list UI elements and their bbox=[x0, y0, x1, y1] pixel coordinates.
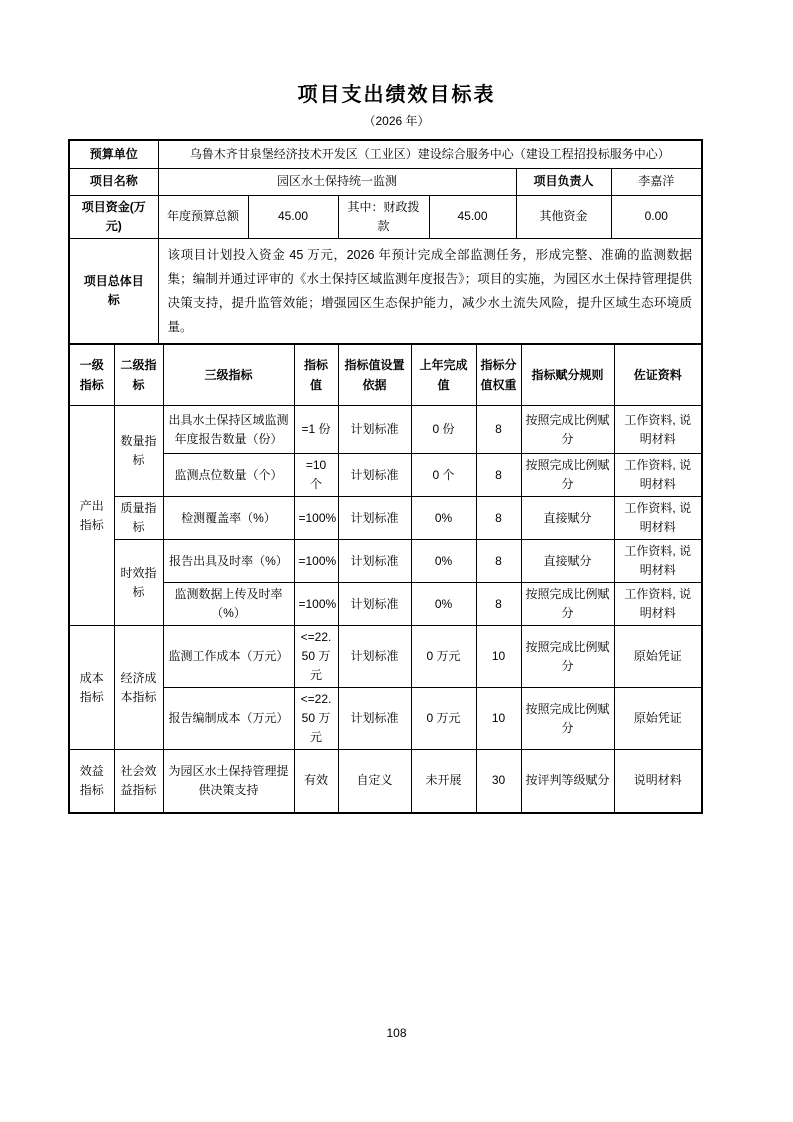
indicator-basis: 计划标准 bbox=[338, 626, 411, 688]
indicator-value: =100% bbox=[294, 497, 338, 540]
overall-goal-row bbox=[69, 238, 702, 344]
indicator-basis: 自定义 bbox=[338, 750, 411, 813]
indicator-value: =1 份 bbox=[294, 406, 338, 454]
table-row bbox=[69, 454, 702, 497]
header-level2: 二级指标 bbox=[114, 344, 163, 406]
scoring-rule: 直接赋分 bbox=[521, 497, 614, 540]
project-info-table bbox=[68, 139, 703, 345]
fiscal-allocation-value: 45.00 bbox=[429, 195, 516, 238]
indicator-weight: 8 bbox=[476, 497, 521, 540]
indicator-header-row bbox=[69, 344, 702, 406]
project-leader-value: 李嘉洋 bbox=[611, 168, 702, 195]
evidence: 原始凭证 bbox=[614, 626, 702, 688]
scoring-rule: 按照完成比例赋分 bbox=[521, 583, 614, 626]
other-funds-value: 0.00 bbox=[611, 195, 702, 238]
indicator-weight: 8 bbox=[476, 454, 521, 497]
table-row bbox=[69, 626, 702, 688]
indicator-name: 监测点位数量（个） bbox=[163, 454, 294, 497]
table-row bbox=[69, 540, 702, 583]
scoring-rule: 按照完成比例赋分 bbox=[521, 406, 614, 454]
indicator-name: 出具水土保持区域监测年度报告数量（份） bbox=[163, 406, 294, 454]
indicator-value: <=22.50 万元 bbox=[294, 688, 338, 750]
evidence: 工作资料, 说明材料 bbox=[614, 406, 702, 454]
indicator-name: 报告编制成本（万元） bbox=[163, 688, 294, 750]
project-funds-label: 项目资金(万元) bbox=[69, 195, 158, 238]
project-funds-row bbox=[69, 195, 702, 238]
indicator-weight: 30 bbox=[476, 750, 521, 813]
indicator-basis: 计划标准 bbox=[338, 406, 411, 454]
scoring-rule: 按照完成比例赋分 bbox=[521, 454, 614, 497]
level1-output: 产出指标 bbox=[69, 406, 114, 626]
prev-year-value: 0% bbox=[411, 497, 476, 540]
level2-quality: 质量指标 bbox=[114, 497, 163, 540]
prev-year-value: 0% bbox=[411, 540, 476, 583]
evidence: 工作资料, 说明材料 bbox=[614, 540, 702, 583]
budget-unit-row bbox=[69, 140, 702, 168]
indicator-basis: 计划标准 bbox=[338, 497, 411, 540]
evidence: 工作资料, 说明材料 bbox=[614, 583, 702, 626]
budget-unit-value: 乌鲁木齐甘泉堡经济技术开发区（工业区）建设综合服务中心（建设工程招投标服务中心） bbox=[158, 140, 702, 168]
overall-goal-label: 项目总体目标 bbox=[69, 238, 158, 344]
indicator-value: 有效 bbox=[294, 750, 338, 813]
header-weight: 指标分值权重 bbox=[476, 344, 521, 406]
level2-quantity: 数量指标 bbox=[114, 406, 163, 497]
project-name-label: 项目名称 bbox=[69, 168, 158, 195]
table-row bbox=[69, 688, 702, 750]
header-prev-year: 上年完成值 bbox=[411, 344, 476, 406]
indicator-value: =100% bbox=[294, 583, 338, 626]
header-evidence: 佐证资料 bbox=[614, 344, 702, 406]
indicator-value: =10 个 bbox=[294, 454, 338, 497]
indicator-value: =100% bbox=[294, 540, 338, 583]
evidence: 原始凭证 bbox=[614, 688, 702, 750]
indicator-name: 监测数据上传及时率（%） bbox=[163, 583, 294, 626]
project-name-value: 园区水土保持统一监测 bbox=[158, 168, 516, 195]
prev-year-value: 0% bbox=[411, 583, 476, 626]
indicator-weight: 8 bbox=[476, 540, 521, 583]
project-leader-label: 项目负责人 bbox=[516, 168, 611, 195]
header-level1: 一级指标 bbox=[69, 344, 114, 406]
prev-year-value: 未开展 bbox=[411, 750, 476, 813]
scoring-rule: 直接赋分 bbox=[521, 540, 614, 583]
page-number: 108 bbox=[386, 1026, 407, 1040]
scoring-rule: 按照完成比例赋分 bbox=[521, 626, 614, 688]
fiscal-allocation-label: 其中：财政拨款 bbox=[338, 195, 429, 238]
indicator-basis: 计划标准 bbox=[338, 540, 411, 583]
indicator-weight: 8 bbox=[476, 583, 521, 626]
indicator-basis: 计划标准 bbox=[338, 454, 411, 497]
prev-year-value: 0 万元 bbox=[411, 688, 476, 750]
level2-timeliness: 时效指标 bbox=[114, 540, 163, 626]
evidence: 工作资料, 说明材料 bbox=[614, 497, 702, 540]
indicator-basis: 计划标准 bbox=[338, 583, 411, 626]
indicator-table bbox=[68, 343, 703, 814]
scoring-rule: 按照完成比例赋分 bbox=[521, 688, 614, 750]
header-level3: 三级指标 bbox=[163, 344, 294, 406]
page-title: 项目支出绩效目标表 bbox=[297, 84, 496, 106]
prev-year-value: 0 万元 bbox=[411, 626, 476, 688]
indicator-name: 监测工作成本（万元） bbox=[163, 626, 294, 688]
table-row bbox=[69, 750, 702, 813]
project-name-row bbox=[69, 168, 702, 195]
prev-year-value: 0 份 bbox=[411, 406, 476, 454]
annual-budget-label: 年度预算总额 bbox=[158, 195, 248, 238]
indicator-weight: 8 bbox=[476, 406, 521, 454]
budget-unit-label: 预算单位 bbox=[69, 140, 158, 168]
scoring-rule: 按评判等级赋分 bbox=[521, 750, 614, 813]
indicator-weight: 10 bbox=[476, 688, 521, 750]
overall-goal-value: 该项目计划投入资金 45 万元，2026 年预计完成全部监测任务，形成完整、准确的监测数据集；编制并通过评审的《水土保持区域监测年度报告》；项目的实施，为园区水土保持管理提供决策支持，提升监管效能；增强园区生态保护能力，减少水土流失风险，提升区域生态环境质量。 bbox=[158, 238, 702, 344]
evidence: 工作资料, 说明材料 bbox=[614, 454, 702, 497]
annual-budget-value: 45.00 bbox=[248, 195, 338, 238]
indicator-name: 为园区水土保持管理提供决策支持 bbox=[163, 750, 294, 813]
other-funds-label: 其他资金 bbox=[516, 195, 611, 238]
indicator-basis: 计划标准 bbox=[338, 688, 411, 750]
indicator-name: 报告出具及时率（%） bbox=[163, 540, 294, 583]
evidence: 说明材料 bbox=[614, 750, 702, 813]
level2-economic-cost: 经济成本指标 bbox=[114, 626, 163, 750]
indicator-weight: 10 bbox=[476, 626, 521, 688]
header-scoring-rule: 指标赋分规则 bbox=[521, 344, 614, 406]
table-row bbox=[69, 497, 702, 540]
level2-social-benefit: 社会效益指标 bbox=[114, 750, 163, 813]
page-subtitle: （2026 年） bbox=[363, 114, 430, 128]
table-row bbox=[69, 406, 702, 454]
level1-cost: 成本指标 bbox=[69, 626, 114, 750]
indicator-value: <=22.50 万元 bbox=[294, 626, 338, 688]
header-target-value: 指标值 bbox=[294, 344, 338, 406]
level1-benefit: 效益指标 bbox=[69, 750, 114, 813]
table-row bbox=[69, 583, 702, 626]
indicator-name: 检测覆盖率（%） bbox=[163, 497, 294, 540]
header-basis: 指标值设置依据 bbox=[338, 344, 411, 406]
prev-year-value: 0 个 bbox=[411, 454, 476, 497]
